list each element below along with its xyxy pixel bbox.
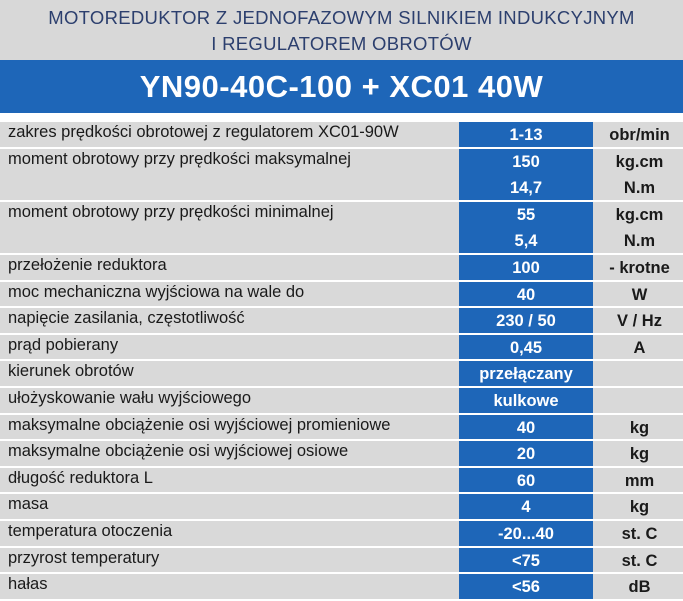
- spec-value-cell: [459, 521, 593, 546]
- spec-unit-cell: [596, 149, 683, 200]
- spec-label: zakres prędkości obrotowej z regulatorem XC01-90W: [8, 123, 399, 141]
- spec-label: długość reduktora L: [8, 468, 153, 487]
- spec-row: [0, 149, 683, 202]
- spec-row: [0, 468, 683, 495]
- spec-label: hałas: [8, 575, 48, 594]
- spec-label: prąd pobierany: [8, 335, 119, 354]
- spec-unit-cell: [596, 441, 683, 466]
- spec-value: 20: [516, 445, 536, 464]
- spec-value-cell: [459, 122, 593, 147]
- spec-row: [0, 494, 683, 521]
- spec-value-cell: [459, 149, 593, 200]
- spec-value: <56: [512, 578, 540, 597]
- spec-value-cell: [459, 255, 593, 280]
- spec-value-cell: [459, 441, 593, 466]
- spec-unit-cell: [596, 308, 683, 333]
- spec-unit-cell: [596, 122, 683, 147]
- spec-row: [0, 548, 683, 575]
- spec-value: 55: [516, 205, 536, 224]
- spec-unit: kg: [629, 418, 650, 437]
- spec-unit: [596, 388, 683, 414]
- spec-row: [0, 308, 683, 335]
- spec-unit: kg: [629, 498, 650, 517]
- spec-label: maksymalne obciążenie osi wyjściowej promieniowe: [8, 415, 391, 434]
- spec-label: kierunek obrotów: [8, 362, 134, 381]
- spec-row: [0, 335, 683, 362]
- spec-row: [0, 521, 683, 548]
- spec-unit: kg.cm: [615, 205, 664, 224]
- spec-unit: V / Hz: [617, 312, 662, 331]
- spec-unit: st. C: [621, 551, 658, 570]
- spec-unit: W: [631, 285, 648, 304]
- spec-value-cell: [459, 308, 593, 333]
- spec-unit: - krotne: [609, 258, 670, 277]
- spec-unit-cell: [596, 468, 683, 493]
- spec-value: <75: [512, 551, 540, 570]
- spec-value: 5,4: [514, 231, 538, 250]
- spec-value-cell: [459, 388, 593, 413]
- spec-unit: N.m: [623, 231, 656, 250]
- spec-unit-cell: [596, 388, 683, 413]
- spec-label: moment obrotowy przy prędkości minimalnej: [8, 202, 334, 221]
- spec-label: ułożyskowanie wału wyjściowego: [8, 388, 252, 407]
- spec-value-cell: [459, 548, 593, 573]
- spec-value: 0,45: [509, 338, 543, 357]
- spec-label: temperatura otoczenia: [8, 521, 173, 540]
- spec-label: przyrost temperatury: [8, 548, 160, 567]
- spec-row: [0, 255, 683, 282]
- spec-unit: [596, 361, 683, 387]
- spec-label: moc mechaniczna wyjściowa na wale do: [8, 282, 305, 301]
- spec-row: [0, 574, 683, 601]
- spec-value-cell: [459, 361, 593, 386]
- spec-unit: dB: [628, 578, 651, 597]
- spec-label: moment obrotowy przy prędkości maksymalnej: [8, 149, 351, 168]
- spec-unit-cell: [596, 335, 683, 360]
- spec-value-cell: [459, 494, 593, 519]
- spec-value: 14,7: [509, 178, 543, 197]
- spec-label: masa: [8, 495, 49, 514]
- spec-value: kulkowe: [493, 391, 559, 410]
- spec-value: 4: [521, 498, 531, 517]
- spec-unit: A: [633, 338, 646, 357]
- spec-value-cell: [459, 468, 593, 493]
- spec-unit-cell: [596, 255, 683, 280]
- spec-value-cell: [459, 415, 593, 440]
- spec-unit-cell: [596, 282, 683, 307]
- spec-value: 1-13: [509, 126, 543, 144]
- spec-unit-cell: [596, 202, 683, 253]
- spec-value: przełączany: [479, 365, 573, 384]
- spec-value-cell: [459, 202, 593, 253]
- spec-unit-cell: [596, 574, 683, 599]
- spec-unit: st. C: [621, 524, 658, 543]
- spec-row: [0, 282, 683, 309]
- spec-unit: kg.cm: [615, 152, 664, 171]
- spec-unit-cell: [596, 361, 683, 386]
- spec-value-cell: [459, 282, 593, 307]
- spec-row: [0, 361, 683, 388]
- spec-value-cell: [459, 335, 593, 360]
- spec-unit-cell: [596, 494, 683, 519]
- spec-unit: obr/min: [609, 126, 670, 144]
- spec-table: [0, 122, 683, 601]
- spec-value: 150: [512, 152, 540, 171]
- model-banner: YN90-40C-100 + XC01 40W: [0, 60, 683, 113]
- spec-row: [0, 415, 683, 442]
- spec-row: [0, 122, 683, 149]
- spec-value: 60: [516, 471, 536, 490]
- header-title-line2: I REGULATOREM OBROTÓW: [211, 33, 472, 54]
- header-title-line1: MOTOREDUKTOR Z JEDNOFAZOWYM SILNIKIEM INDUKCYJNYM: [48, 7, 635, 28]
- spec-value: 40: [516, 285, 536, 304]
- spec-unit: N.m: [623, 178, 656, 197]
- spec-label: przełożenie reduktora: [8, 255, 167, 274]
- spec-value-cell: [459, 574, 593, 599]
- spec-label: maksymalne obciążenie osi wyjściowej osiowe: [8, 442, 349, 461]
- spec-value: 230 / 50: [496, 312, 556, 331]
- spec-value: 100: [512, 258, 540, 277]
- spec-unit-cell: [596, 548, 683, 573]
- header: [0, 0, 683, 60]
- spec-label: napięcie zasilania, częstotliwość: [8, 309, 245, 328]
- spec-row: [0, 441, 683, 468]
- spec-unit: mm: [624, 471, 655, 490]
- spec-unit: kg: [629, 445, 650, 464]
- spec-row: [0, 388, 683, 415]
- spec-value: 40: [516, 418, 536, 437]
- spec-row: [0, 202, 683, 255]
- spec-unit-cell: [596, 521, 683, 546]
- spec-unit-cell: [596, 415, 683, 440]
- spec-value: -20...40: [498, 524, 554, 543]
